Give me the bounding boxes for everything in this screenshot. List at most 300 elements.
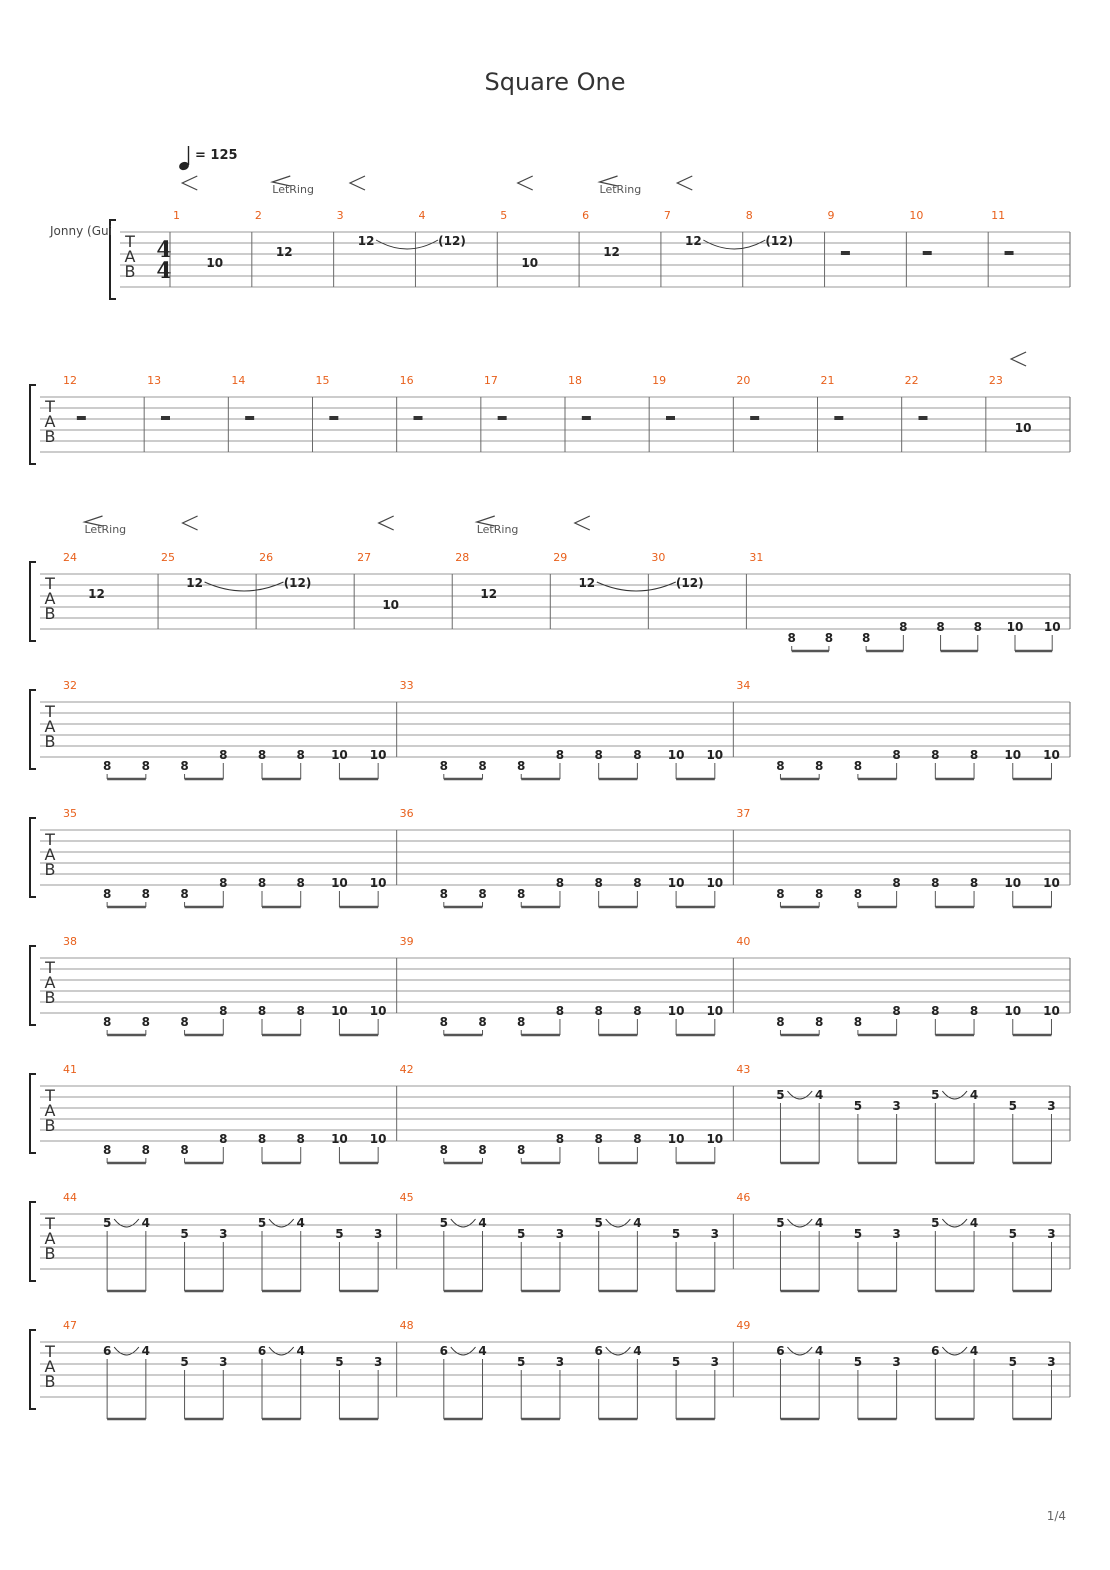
- hammer-on-arc: [606, 1219, 631, 1227]
- fret-number: 8: [815, 887, 824, 901]
- tab-clef-letter: A: [44, 973, 56, 992]
- fret-number: 8: [180, 887, 189, 901]
- hammer-on-arc: [787, 1219, 812, 1227]
- measure-number: 41: [63, 1063, 77, 1076]
- fret-number: 8: [776, 887, 785, 901]
- fret-number: 4: [296, 1344, 305, 1358]
- fret-number: 3: [219, 1227, 228, 1241]
- tab-clef-letter: T: [45, 397, 55, 416]
- fret-number: 5: [671, 1227, 681, 1241]
- fret-number: 8: [892, 748, 901, 762]
- fret-number: 10: [1004, 1004, 1022, 1018]
- measure-number: 13: [147, 374, 162, 387]
- fret-number: (12): [438, 234, 466, 248]
- fret-number: 10: [331, 1004, 348, 1018]
- fret-number: (12): [675, 576, 704, 590]
- let-ring-label: LetRing: [84, 523, 127, 536]
- fret-number: 8: [102, 759, 112, 773]
- fret-number: 3: [1047, 1355, 1056, 1369]
- fret-number: 10: [521, 256, 539, 270]
- measure-number: 43: [736, 1063, 751, 1076]
- fret-number: 10: [667, 748, 685, 762]
- fret-number: 8: [478, 759, 487, 773]
- fret-number: 8: [219, 1004, 228, 1018]
- fret-number: 3: [373, 1227, 383, 1241]
- fret-number: 10: [369, 748, 387, 762]
- fret-number: (12): [283, 576, 312, 590]
- fret-number: 3: [373, 1355, 383, 1369]
- tab-clef-letter: B: [44, 1116, 56, 1135]
- measure-number: 19: [652, 374, 667, 387]
- system-brace: [30, 1074, 36, 1153]
- crescendo-mark: [1011, 352, 1026, 366]
- fret-number: 10: [1043, 748, 1060, 762]
- tab-clef-letter: T: [45, 830, 55, 849]
- fret-number: 10: [1004, 748, 1022, 762]
- system-brace: [30, 1202, 36, 1281]
- fret-number: 4: [969, 1088, 979, 1102]
- tab-clef-letter: A: [44, 589, 56, 608]
- tab-clef-letter: B: [44, 860, 56, 879]
- fret-number: 3: [892, 1355, 901, 1369]
- fret-number: 8: [892, 1004, 901, 1018]
- measure-number: 40: [736, 935, 751, 948]
- fret-number: 8: [815, 1015, 824, 1029]
- measure-number: 27: [357, 551, 372, 564]
- tab-clef-letter: A: [44, 845, 56, 864]
- whole-rest: [666, 416, 675, 420]
- fret-number: 10: [206, 256, 224, 270]
- measure-number: 33: [399, 679, 414, 692]
- fret-number: 5: [257, 1216, 267, 1230]
- whole-rest: [750, 416, 759, 420]
- system-brace: [30, 385, 36, 464]
- fret-number: 8: [776, 1015, 785, 1029]
- fret-number: 5: [1008, 1355, 1017, 1369]
- measure-number: 47: [63, 1319, 77, 1332]
- whole-rest: [834, 416, 843, 420]
- tab-clef-letter: T: [45, 1214, 55, 1233]
- fret-number: 8: [555, 1004, 565, 1018]
- whole-rest: [414, 416, 423, 420]
- fret-number: 4: [296, 1216, 305, 1230]
- hammer-on-arc: [942, 1219, 967, 1227]
- crescendo-mark: [350, 176, 365, 190]
- fret-number: 4: [815, 1344, 824, 1358]
- fret-number: 8: [180, 759, 189, 773]
- fret-number: 10: [369, 876, 387, 890]
- fret-number: 8: [478, 1143, 487, 1157]
- fret-number: 10: [706, 876, 724, 890]
- system-brace: [30, 1330, 36, 1409]
- fret-number: 3: [710, 1227, 719, 1241]
- measure-number: 45: [399, 1191, 414, 1204]
- fret-number: 10: [1043, 876, 1060, 890]
- tab-clef-letter: B: [44, 427, 56, 446]
- whole-rest: [77, 416, 86, 420]
- fret-number: 8: [517, 1015, 526, 1029]
- system-brace: [30, 818, 36, 897]
- fret-number: 10: [1004, 876, 1022, 890]
- fret-number: 12: [275, 245, 293, 259]
- measure-number: 44: [63, 1191, 77, 1204]
- fret-number: 5: [102, 1216, 112, 1230]
- hammer-on-arc: [114, 1219, 139, 1227]
- fret-number: 10: [667, 876, 685, 890]
- measure-number: 46: [736, 1191, 751, 1204]
- fret-number: 8: [296, 1132, 305, 1146]
- fret-number: 5: [853, 1355, 863, 1369]
- fret-number: 3: [219, 1355, 228, 1369]
- whole-rest: [582, 416, 591, 420]
- measure-number: 15: [315, 374, 330, 387]
- fret-number: 8: [141, 887, 151, 901]
- fret-number: 5: [1008, 1227, 1017, 1241]
- fret-number: 6: [931, 1344, 940, 1358]
- fret-number: 8: [296, 748, 305, 762]
- fret-number: 8: [824, 631, 834, 645]
- fret-number: 10: [667, 1132, 685, 1146]
- fret-number: 8: [787, 631, 796, 645]
- fret-number: 8: [296, 876, 305, 890]
- fret-number: 8: [219, 748, 228, 762]
- fret-number: 5: [931, 1216, 940, 1230]
- fret-number: 10: [706, 1132, 724, 1146]
- fret-number: 5: [671, 1355, 681, 1369]
- fret-number: 8: [633, 876, 642, 890]
- fret-number: 10: [1006, 620, 1024, 634]
- tab-clef-letter: B: [44, 732, 56, 751]
- fret-number: 12: [603, 245, 620, 259]
- tab-clef-letter: T: [45, 702, 55, 721]
- whole-rest: [1005, 251, 1014, 255]
- fret-number: 8: [815, 759, 824, 773]
- fret-number: 10: [382, 598, 400, 612]
- measure-number: 8: [745, 209, 753, 222]
- tie-arc: [205, 582, 284, 591]
- fret-number: 4: [478, 1216, 487, 1230]
- fret-number: 5: [439, 1216, 448, 1230]
- hammer-on-arc: [269, 1347, 294, 1355]
- fret-number: 8: [439, 759, 448, 773]
- fret-number: 10: [1043, 620, 1061, 634]
- fret-number: 8: [102, 1015, 112, 1029]
- fret-number: 8: [936, 620, 945, 634]
- fret-number: 10: [706, 1004, 724, 1018]
- let-ring-label: LetRing: [476, 523, 519, 536]
- fret-number: 8: [853, 1015, 863, 1029]
- crescendo-mark: [182, 176, 197, 190]
- fret-number: 8: [776, 759, 785, 773]
- fret-number: 10: [1014, 421, 1032, 435]
- measure-number: 48: [399, 1319, 414, 1332]
- measure-number: 24: [63, 551, 77, 564]
- fret-number: 5: [1008, 1099, 1017, 1113]
- system-brace: [30, 562, 36, 641]
- measure-number: 4: [418, 209, 426, 222]
- fret-number: 6: [776, 1344, 785, 1358]
- fret-number: 4: [141, 1344, 151, 1358]
- hammer-on-arc: [787, 1347, 812, 1355]
- hammer-on-arc: [451, 1347, 476, 1355]
- measure-number: 10: [909, 209, 924, 222]
- tab-clef-letter: A: [44, 1229, 56, 1248]
- measure-number: 42: [399, 1063, 414, 1076]
- fret-number: 10: [331, 876, 348, 890]
- hammer-on-arc: [451, 1219, 476, 1227]
- fret-number: 8: [931, 1004, 940, 1018]
- fret-number: 8: [892, 876, 901, 890]
- hammer-on-arc: [942, 1347, 967, 1355]
- fret-number: 6: [439, 1344, 448, 1358]
- measure-number: 22: [904, 374, 919, 387]
- fret-number: 8: [257, 748, 267, 762]
- crescendo-mark: [379, 516, 394, 530]
- tie-arc: [376, 240, 438, 249]
- instrument-name: Jonny (Gui: [50, 224, 112, 238]
- measure-number: 16: [399, 374, 414, 387]
- fret-number: 12: [685, 234, 702, 248]
- fret-number: 8: [180, 1143, 189, 1157]
- fret-number: 8: [478, 887, 487, 901]
- fret-number: 8: [517, 759, 526, 773]
- fret-number: 5: [517, 1355, 526, 1369]
- tab-clef-letter: T: [125, 232, 135, 251]
- measure-number: 5: [500, 209, 508, 222]
- fret-number: 8: [439, 887, 448, 901]
- tab-clef-letter: B: [44, 1244, 56, 1263]
- fret-number: 10: [331, 1132, 348, 1146]
- fret-number: 8: [219, 876, 228, 890]
- measure-number: 35: [63, 807, 77, 820]
- fret-number: 4: [478, 1344, 487, 1358]
- fret-number: 3: [710, 1355, 719, 1369]
- tab-clef-letter: T: [45, 574, 55, 593]
- measure-number: 9: [827, 209, 835, 222]
- measure-number: 17: [483, 374, 498, 387]
- fret-number: (12): [765, 234, 794, 248]
- fret-number: 8: [257, 1132, 267, 1146]
- fret-number: 12: [578, 576, 596, 590]
- whole-rest: [498, 416, 507, 420]
- measure-number: 23: [988, 374, 1003, 387]
- measure-number: 39: [399, 935, 414, 948]
- fret-number: 6: [102, 1344, 112, 1358]
- tab-clef-letter: B: [124, 262, 136, 281]
- measure-number: 36: [399, 807, 414, 820]
- fret-number: 10: [706, 748, 724, 762]
- tab-clef-letter: B: [44, 604, 56, 623]
- fret-number: 8: [219, 1132, 228, 1146]
- fret-number: 3: [892, 1227, 901, 1241]
- fret-number: 8: [899, 620, 908, 634]
- fret-number: 3: [1047, 1227, 1056, 1241]
- fret-number: 8: [633, 748, 642, 762]
- fret-number: 5: [335, 1355, 344, 1369]
- fret-number: 4: [969, 1344, 979, 1358]
- measure-number: 26: [259, 551, 274, 564]
- fret-number: 5: [853, 1099, 863, 1113]
- measure-number: 34: [736, 679, 751, 692]
- tab-clef-letter: T: [45, 1086, 55, 1105]
- measure-number: 14: [231, 374, 246, 387]
- fret-number: 8: [517, 887, 526, 901]
- fret-number: 3: [892, 1099, 901, 1113]
- fret-number: 8: [296, 1004, 305, 1018]
- whole-rest: [161, 416, 170, 420]
- fret-number: 8: [969, 748, 979, 762]
- fret-number: 8: [973, 620, 982, 634]
- fret-number: 10: [369, 1004, 387, 1018]
- fret-number: 8: [861, 631, 871, 645]
- fret-number: 10: [1043, 1004, 1060, 1018]
- hammer-on-arc: [606, 1347, 631, 1355]
- fret-number: 6: [257, 1344, 267, 1358]
- time-signature-top: 4: [156, 237, 172, 263]
- fret-number: 8: [102, 887, 112, 901]
- let-ring-label: LetRing: [272, 183, 314, 196]
- measure-number: 29: [553, 551, 568, 564]
- fret-number: 8: [141, 759, 151, 773]
- fret-number: 8: [257, 876, 267, 890]
- fret-number: 6: [594, 1344, 603, 1358]
- fret-number: 3: [555, 1355, 565, 1369]
- crescendo-mark: [518, 176, 533, 190]
- measure-number: 37: [736, 807, 751, 820]
- fret-number: 8: [853, 759, 863, 773]
- fret-number: 8: [257, 1004, 267, 1018]
- measure-number: 32: [63, 679, 77, 692]
- crescendo-mark: [677, 176, 692, 190]
- tab-clef-letter: B: [44, 988, 56, 1007]
- fret-number: 8: [439, 1015, 448, 1029]
- hammer-on-arc: [942, 1091, 967, 1099]
- fret-number: 8: [555, 876, 565, 890]
- fret-number: 8: [931, 876, 940, 890]
- measure-number: 21: [820, 374, 835, 387]
- fret-number: 4: [633, 1344, 642, 1358]
- measure-number: 30: [651, 551, 666, 564]
- tab-clef-letter: T: [45, 1342, 55, 1361]
- tab-clef-letter: A: [44, 717, 56, 736]
- fret-number: 12: [357, 234, 375, 248]
- tie-arc: [597, 582, 676, 591]
- fret-number: 8: [853, 887, 863, 901]
- measure-number: 7: [663, 209, 671, 222]
- time-signature-bottom: 4: [156, 258, 172, 284]
- fret-number: 8: [439, 1143, 448, 1157]
- fret-number: 5: [594, 1216, 603, 1230]
- fret-number: 8: [180, 1015, 189, 1029]
- measure-number: 18: [568, 374, 582, 387]
- system-brace: [30, 690, 36, 769]
- hammer-on-arc: [269, 1219, 294, 1227]
- fret-number: 5: [776, 1088, 785, 1102]
- whole-rest: [923, 251, 932, 255]
- tie-arc: [703, 240, 765, 249]
- measure-number: 6: [582, 209, 590, 222]
- fret-number: 8: [633, 1004, 642, 1018]
- measure-number: 11: [991, 209, 1006, 222]
- crescendo-mark: [575, 516, 590, 530]
- fret-number: 5: [180, 1355, 189, 1369]
- whole-rest: [329, 416, 338, 420]
- fret-number: 5: [517, 1227, 526, 1241]
- fret-number: 8: [141, 1143, 151, 1157]
- measure-number: 1: [173, 209, 180, 222]
- tab-clef-letter: A: [44, 1101, 56, 1120]
- fret-number: 4: [815, 1216, 824, 1230]
- fret-number: 8: [478, 1015, 487, 1029]
- page-title: Square One: [484, 68, 626, 96]
- fret-number: 8: [555, 1132, 565, 1146]
- whole-rest: [841, 251, 850, 255]
- measure-number: 38: [63, 935, 77, 948]
- fret-number: 4: [969, 1216, 979, 1230]
- fret-number: 8: [517, 1143, 526, 1157]
- fret-number: 8: [141, 1015, 151, 1029]
- system-brace: [30, 946, 36, 1025]
- tab-clef-letter: A: [124, 247, 136, 266]
- fret-number: 12: [88, 587, 105, 601]
- hammer-on-arc: [787, 1091, 812, 1099]
- crescendo-mark: [183, 516, 198, 530]
- measure-number: 20: [736, 374, 751, 387]
- fret-number: 5: [931, 1088, 940, 1102]
- fret-number: 10: [369, 1132, 387, 1146]
- fret-number: 4: [815, 1088, 824, 1102]
- fret-number: 12: [186, 576, 203, 590]
- fret-number: 8: [931, 748, 940, 762]
- measure-number: 3: [336, 209, 344, 222]
- fret-number: 8: [969, 1004, 979, 1018]
- tab-clef-letter: A: [44, 412, 56, 431]
- fret-number: 3: [555, 1227, 565, 1241]
- measure-number: 2: [254, 209, 262, 222]
- page-number: 1/4: [1046, 1509, 1066, 1523]
- fret-number: 8: [594, 1004, 603, 1018]
- tab-clef-letter: T: [45, 958, 55, 977]
- fret-number: 8: [102, 1143, 112, 1157]
- measure-number: 28: [455, 551, 470, 564]
- hammer-on-arc: [114, 1347, 139, 1355]
- fret-number: 5: [335, 1227, 344, 1241]
- fret-number: 5: [853, 1227, 863, 1241]
- measure-number: 12: [63, 374, 77, 387]
- tempo-marking: = 125: [195, 148, 238, 163]
- fret-number: 10: [331, 748, 348, 762]
- fret-number: 8: [594, 1132, 603, 1146]
- let-ring-label: LetRing: [599, 183, 642, 196]
- fret-number: 4: [633, 1216, 642, 1230]
- fret-number: 8: [594, 748, 603, 762]
- fret-number: 5: [180, 1227, 189, 1241]
- fret-number: 10: [667, 1004, 685, 1018]
- fret-number: 4: [141, 1216, 151, 1230]
- measure-number: 31: [749, 551, 764, 564]
- fret-number: 3: [1047, 1099, 1056, 1113]
- whole-rest: [245, 416, 254, 420]
- measure-number: 25: [161, 551, 176, 564]
- tab-clef-letter: B: [44, 1372, 56, 1391]
- measure-number: 49: [736, 1319, 751, 1332]
- fret-number: 5: [776, 1216, 785, 1230]
- fret-number: 8: [594, 876, 603, 890]
- fret-number: 8: [969, 876, 979, 890]
- tab-clef-letter: A: [44, 1357, 56, 1376]
- whole-rest: [919, 416, 928, 420]
- fret-number: 8: [555, 748, 565, 762]
